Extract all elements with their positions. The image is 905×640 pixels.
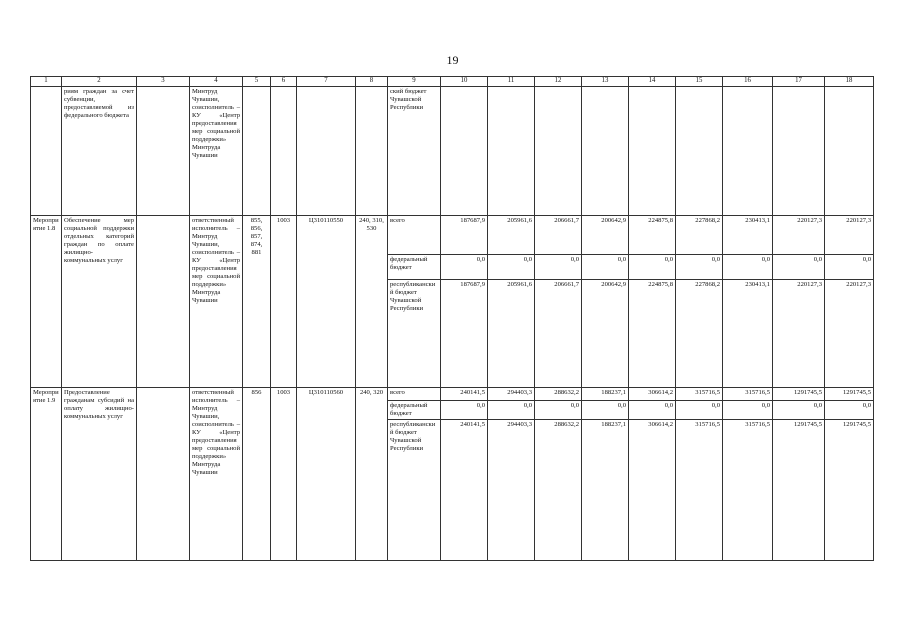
funding-value: 240141,5 (441, 388, 488, 401)
measure-grbs: 855, 856, 857, 874, 881 (243, 216, 271, 388)
cell (271, 87, 297, 216)
funding-value: 1291745,5 (773, 388, 825, 401)
funding-value: 0,0 (582, 401, 629, 420)
measure-section: 1003 (271, 216, 297, 388)
funding-value: 306614,2 (629, 388, 676, 401)
cell (356, 87, 388, 216)
measure-title: Предоставление гражданам субсидий на оплату жилищно-коммунальных услуг (62, 388, 137, 561)
funding-value: 294403,3 (488, 420, 535, 561)
funding-value: 220127,3 (825, 280, 874, 388)
measure-name: Мероприятие 1.9 (31, 388, 62, 561)
measure-name: Мероприятие 1.8 (31, 216, 62, 388)
funding-value: 220127,3 (773, 216, 825, 255)
funding-source-label: федеральный бюджет (388, 255, 441, 280)
cell (488, 87, 535, 216)
column-header-15: 15 (676, 77, 723, 87)
page-number: 19 (446, 53, 459, 67)
funding-value: 1291745,5 (825, 420, 874, 561)
column-header-17: 17 (773, 77, 825, 87)
continued-row (31, 87, 874, 216)
funding-value: 0,0 (773, 401, 825, 420)
column-header-12: 12 (535, 77, 582, 87)
funding-value: 0,0 (629, 401, 676, 420)
continued-executor: Минтруд Чувашии, соисполнитель – КУ «Центр предоставления мер социальной поддержки» Минтруда Чувашии (190, 87, 243, 216)
funding-value: 187687,9 (441, 280, 488, 388)
column-header-13: 13 (582, 77, 629, 87)
funding-value: 288632,2 (535, 388, 582, 401)
funding-value: 205961,6 (488, 216, 535, 255)
continued-title: риям граждан за счет субвенции, предоставляемой из федерального бюджета (62, 87, 137, 216)
funding-value: 306614,2 (629, 420, 676, 561)
column-header-16: 16 (723, 77, 773, 87)
funding-value: 288632,2 (535, 420, 582, 561)
funding-value: 0,0 (582, 255, 629, 280)
funding-source-label: всего (388, 216, 441, 255)
funding-value: 206661,7 (535, 280, 582, 388)
cell (676, 87, 723, 216)
column-header-5: 5 (243, 77, 271, 87)
funding-value: 315716,5 (723, 388, 773, 401)
measure-title: Обеспечение мер социальной поддержки отдельных категорий граждан по оплате жилищно-коммунальных услуг (62, 216, 137, 388)
column-header-4: 4 (190, 77, 243, 87)
funding-value: 200642,9 (582, 216, 629, 255)
funding-value: 315716,5 (723, 420, 773, 561)
measure-vr: 240, 320 (356, 388, 388, 561)
cell (535, 87, 582, 216)
funding-value: 224875,8 (629, 280, 676, 388)
cell (243, 87, 271, 216)
column-header-7: 7 (297, 77, 356, 87)
cell (773, 87, 825, 216)
column-header-9: 9 (388, 77, 441, 87)
cell (441, 87, 488, 216)
column-header-8: 8 (356, 77, 388, 87)
cell (137, 216, 190, 388)
funding-value: 188237,1 (582, 420, 629, 561)
funding-value: 187687,9 (441, 216, 488, 255)
funding-value: 220127,3 (773, 280, 825, 388)
funding-value: 0,0 (825, 255, 874, 280)
funding-source-label: федеральный бюджет (388, 401, 441, 420)
funding-value: 0,0 (723, 255, 773, 280)
funding-value: 0,0 (488, 401, 535, 420)
funding-value: 315716,5 (676, 388, 723, 401)
cell (137, 87, 190, 216)
funding-value: 0,0 (676, 401, 723, 420)
funding-value: 0,0 (535, 255, 582, 280)
funding-value: 0,0 (488, 255, 535, 280)
funding-value: 220127,3 (825, 216, 874, 255)
funding-value: 227868,2 (676, 216, 723, 255)
measure-csr: Ц310110560 (297, 388, 356, 561)
measure-vr: 240, 310, 530 (356, 216, 388, 388)
funding-value: 1291745,5 (773, 420, 825, 561)
funding-value: 0,0 (723, 401, 773, 420)
measure-executor: ответственный исполнитель – Минтруд Чувашии, соисполнитель – КУ «Центр предоставления мер социальной поддержки» Минтруда Чувашии (190, 388, 243, 561)
funding-value: 230413,1 (723, 216, 773, 255)
column-header-10: 10 (441, 77, 488, 87)
column-header-6: 6 (271, 77, 297, 87)
funding-value: 0,0 (676, 255, 723, 280)
budget-table (30, 76, 874, 561)
funding-value: 0,0 (441, 255, 488, 280)
funding-value: 294403,3 (488, 388, 535, 401)
measure-executor: ответственный исполнитель – Минтруд Чувашии, соисполнитель – КУ «Центр предоставления мер социальной поддержки» Минтруда Чувашии (190, 216, 243, 388)
measure-grbs: 856 (243, 388, 271, 561)
funding-value: 0,0 (825, 401, 874, 420)
funding-source-label: республиканский бюджет Чувашской Республики (388, 420, 441, 561)
funding-value: 0,0 (773, 255, 825, 280)
measure-row (31, 388, 874, 401)
column-header-18: 18 (825, 77, 874, 87)
column-header-14: 14 (629, 77, 676, 87)
funding-value: 0,0 (535, 401, 582, 420)
header-row (31, 77, 874, 87)
funding-value: 240141,5 (441, 420, 488, 561)
cell (297, 87, 356, 216)
cell (629, 87, 676, 216)
cell (582, 87, 629, 216)
cell (723, 87, 773, 216)
funding-source-label: всего (388, 388, 441, 401)
measure-row (31, 216, 874, 255)
column-header-3: 3 (137, 77, 190, 87)
measure-section: 1003 (271, 388, 297, 561)
funding-source-label: республиканский бюджет Чувашской Республики (388, 280, 441, 388)
funding-value: 230413,1 (723, 280, 773, 388)
funding-value: 1291745,5 (825, 388, 874, 401)
funding-value: 206661,7 (535, 216, 582, 255)
funding-value: 0,0 (441, 401, 488, 420)
column-header-2: 2 (62, 77, 137, 87)
cell (31, 87, 62, 216)
funding-value: 227868,2 (676, 280, 723, 388)
funding-value: 188237,1 (582, 388, 629, 401)
measure-csr: Ц310110550 (297, 216, 356, 388)
funding-value: 200642,9 (582, 280, 629, 388)
cell (137, 388, 190, 561)
funding-value: 315716,5 (676, 420, 723, 561)
column-header-1: 1 (31, 77, 62, 87)
cell (825, 87, 874, 216)
continued-source: ский бюджет Чувашской Республики (388, 87, 441, 216)
funding-value: 224875,8 (629, 216, 676, 255)
funding-value: 205961,6 (488, 280, 535, 388)
column-header-11: 11 (488, 77, 535, 87)
funding-value: 0,0 (629, 255, 676, 280)
